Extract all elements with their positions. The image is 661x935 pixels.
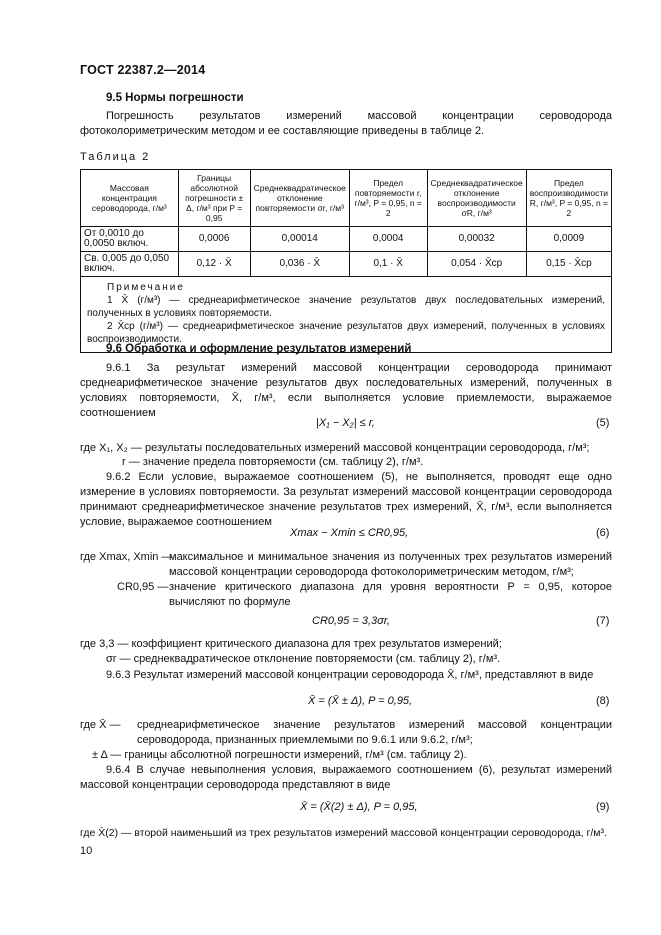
- header-cell: Предел повторяемости r, г/м³, P = 0,95, n = 2: [349, 170, 427, 227]
- header-cell: Массовая концентрация сероводорода, г/м³: [81, 170, 179, 227]
- paragraph-9-6-2: 9.6.2 Если условие, выражаемое соотношением (5), не выполняется, проводят еще одно измерение в условиях повторяемости. За результат измерений массовой концентрации сероводорода принимают среднеарифметическое значение результатов трех измерений, X̄, г/м³, если выполняется условие, выражаемое соотношением: [80, 471, 612, 528]
- header-cell: Предел воспроизводимости R, г/м³, P = 0,95, n = 2: [526, 170, 611, 227]
- table-cell: 0,036 · X̄: [250, 252, 349, 277]
- table-cell: Св. 0,005 до 0,050 включ.: [81, 252, 179, 277]
- page-number: 10: [80, 845, 93, 857]
- where-7-b: σr — среднеквадратическое отклонение повторяемости (см. таблицу 2), г/м³.: [106, 653, 501, 665]
- table-row: [81, 227, 612, 252]
- table-note: [81, 277, 612, 353]
- equation-5: |X₁ − X₂| ≤ r,: [316, 417, 375, 429]
- equation-9-number: (9): [596, 801, 610, 813]
- table-header-row: [81, 170, 612, 227]
- equation-5-number: (5): [596, 417, 610, 429]
- equation-8-number: (8): [596, 695, 610, 707]
- equation-7-number: (7): [596, 615, 610, 627]
- table-row: [81, 252, 612, 277]
- header-cell: Среднеквадратическое отклонение повторяемости σr, г/м³: [250, 170, 349, 227]
- equation-9: X̄ = (X̄(2) ± Δ), P = 0,95,: [300, 801, 418, 813]
- where-8-a: среднеарифметическое значение результатов измерений массовой концентрации сероводорода, признанных приемлемыми по 9.6.1 или 9.6.2, г/м³;: [137, 719, 612, 746]
- table-cell: 0,054 · X̄ср: [427, 252, 526, 277]
- paragraph-9-6-1: 9.6.1 За результат измерений массовой концентрации сероводорода принимают среднеарифметическое значение результатов двух последовательных измерений, полученных в условиях повторяемости, X̄, г/м³, если выполняется условие приемлемости, выражаемое соотношением: [80, 362, 612, 419]
- table-caption: Таблица 2: [80, 151, 151, 163]
- table-cell: 0,0004: [349, 227, 427, 252]
- note-1: 1 X̄ (г/м³) — среднеарифметическое значение результатов двух последовательных измерений, полученных в условиях повторяемости.: [87, 295, 605, 319]
- table-note-row: [81, 277, 612, 353]
- table-cell: 0,15 · X̄ср: [526, 252, 611, 277]
- document-header: ГОСТ 22387.2—2014: [80, 63, 206, 77]
- where-6-b-label: CR0,95 —: [117, 581, 169, 593]
- table-cell: 0,12 · X̄: [178, 252, 250, 277]
- header-cell: Границы абсолютной погрешности ± Δ, г/м³ при P = 0,95: [178, 170, 250, 227]
- paragraph-9-6-3: 9.6.3 Результат измерений массовой концентрации сероводорода X̄, г/м³, представляют в виде: [106, 669, 594, 681]
- table-cell: 0,00014: [250, 227, 349, 252]
- table-cell: 0,00032: [427, 227, 526, 252]
- table-cell: 0,0009: [526, 227, 611, 252]
- where-6-a: максимальное и минимальное значения из полученных трех результатов измерений массовой концентрации сероводорода фотоколориметрическим методом, г/м³;: [169, 551, 612, 578]
- table-cell: 0,0006: [178, 227, 250, 252]
- equation-6: Xmax − Xmin ≤ CR0,95,: [290, 527, 409, 539]
- where-9: где X̄(2) — второй наименьший из трех результатов измерений массовой концентрации сероводорода, г/м³.: [80, 827, 607, 839]
- where-6-a-label: где Xmax, Xmin —: [80, 551, 173, 563]
- where-8-b: ± Δ — границы абсолютной погрешности измерений, г/м³ (см. таблицу 2).: [92, 749, 467, 761]
- equation-8: X̄ = (X̄ ± Δ), P = 0,95,: [308, 695, 413, 707]
- table-cell: От 0,0010 до 0,0050 включ.: [81, 227, 179, 252]
- section-9-6-title: 9.6 Обработка и оформление результатов измерений: [106, 343, 412, 355]
- table-cell: 0,1 · X̄: [349, 252, 427, 277]
- where-5-a: где X₁, X₂ — результаты последовательных измерений массовой концентрации сероводорода, г/м³;: [80, 442, 590, 454]
- paragraph-9-6-4: 9.6.4 В случае невыполнения условия, выражаемого соотношением (6), результат измерений массовой концентрации сероводорода представляют в виде: [80, 764, 612, 791]
- note-2: 2 X̄ср (г/м³) — среднеарифметическое значение результатов двух измерений, полученных в условиях воспроизводимости.: [87, 321, 605, 345]
- where-6-b: значение критического диапазона для уровня вероятности P = 0,95, которое вычисляют по формуле: [169, 581, 612, 608]
- section-9-5-text: Погрешность результатов измерений массовой концентрации сероводорода фотоколориметрическим методом и ее составляющие приведены в таблице 2.: [80, 110, 612, 137]
- where-5-b: r — значение предела повторяемости (см. таблицу 2), г/м³.: [122, 456, 424, 468]
- where-8-a-label: где X̄ —: [80, 719, 121, 731]
- section-9-5-title: 9.5 Нормы погрешности: [106, 92, 244, 104]
- where-7-a: где 3,3 — коэффициент критического диапазона для трех результатов измерений;: [80, 638, 502, 650]
- header-cell: Среднеквадратическое отклонение воспроизводимости σR, г/м³: [427, 170, 526, 227]
- table-2: [80, 169, 612, 353]
- note-title: Примечание: [107, 282, 185, 293]
- equation-6-number: (6): [596, 527, 610, 539]
- equation-7: CR0,95 = 3,3σr,: [312, 615, 390, 627]
